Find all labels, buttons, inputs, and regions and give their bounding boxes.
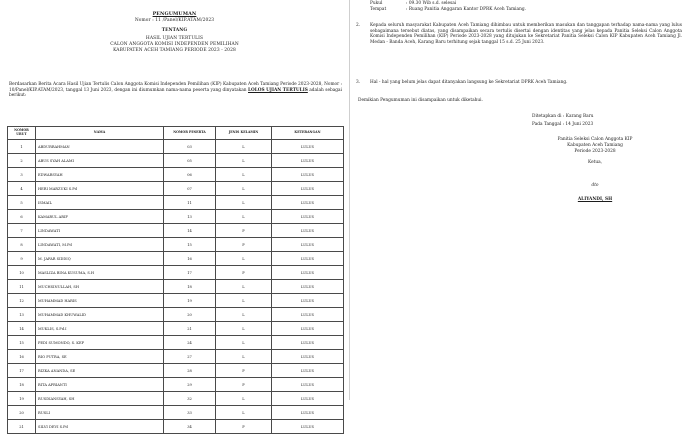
cell-nama: MUHAMMAD KHUWALID	[36, 308, 164, 322]
cell-nomor-peserta: 28	[164, 364, 216, 378]
table-row	[8, 322, 344, 336]
cell-keterangan: LULUS	[272, 210, 344, 224]
cell-nomor-urut: 14	[8, 322, 36, 336]
cell-nomor-peserta: 16	[164, 252, 216, 266]
item-3-number: 3.	[356, 80, 361, 85]
table-row	[8, 406, 344, 420]
cell-nama: KAMARUL ARIF	[36, 210, 164, 224]
cell-keterangan: LULUS	[272, 294, 344, 308]
right-page	[350, 0, 700, 400]
doc-number: Nomor : 11 /Panel/KIP.ATAM/2023	[134, 18, 215, 23]
cell-nomor-peserta: 34	[164, 420, 216, 434]
cell-jenis-kelamin: L	[216, 336, 272, 350]
cell-nama: RITA APRIANTI	[36, 378, 164, 392]
table-row	[8, 238, 344, 252]
col-nomor-urut: NOMOR URUT	[8, 127, 36, 140]
cell-nomor-peserta: 07	[164, 182, 216, 196]
panitia-line-1: Panitia Seleksi Calon Anggota KIP	[557, 137, 633, 142]
table-row	[8, 392, 344, 406]
table-row	[8, 182, 344, 196]
cell-nama: MASLIZA BINA KUSUMA, S.H	[36, 266, 164, 280]
cell-nomor-urut: 18	[8, 378, 36, 392]
cell-nama: ISMAIL	[36, 196, 164, 210]
cell-nomor-peserta: 29	[164, 378, 216, 392]
cell-nama: RIO PUTRA, SE	[36, 350, 164, 364]
cell-jenis-kelamin: P	[216, 224, 272, 238]
cell-nomor-urut: 4	[8, 182, 36, 196]
cell-jenis-kelamin: L	[216, 294, 272, 308]
cell-nomor-peserta: 05	[164, 154, 216, 168]
col-nama: NAMA	[36, 127, 164, 140]
cell-keterangan: LULUS	[272, 168, 344, 182]
table-header-row	[8, 127, 344, 140]
cell-keterangan: LULUS	[272, 364, 344, 378]
cell-nama: PEDI SUMONDO, S. KEP	[36, 336, 164, 350]
cell-nomor-urut: 1	[8, 140, 36, 154]
table-row	[8, 154, 344, 168]
table-row	[8, 280, 344, 294]
ketua-label: Ketua,	[587, 160, 603, 165]
cell-nomor-urut: 3	[8, 168, 36, 182]
cell-nomor-peserta: 13	[164, 210, 216, 224]
table-row	[8, 210, 344, 224]
tanggal-line: Pada Tanggal : 14 Juni 2023	[532, 122, 594, 127]
cell-nama: ABDURRAHMAN	[36, 140, 164, 154]
cell-keterangan: LULUS	[272, 322, 344, 336]
cell-jenis-kelamin: P	[216, 364, 272, 378]
cell-nomor-urut: 19	[8, 392, 36, 406]
cell-jenis-kelamin: L	[216, 406, 272, 420]
cell-jenis-kelamin: L	[216, 308, 272, 322]
cell-nomor-peserta: 21	[164, 322, 216, 336]
cell-nomor-peserta: 32	[164, 392, 216, 406]
cell-jenis-kelamin: L	[216, 350, 272, 364]
cell-nama: RUSDIANSYAH, SH	[36, 392, 164, 406]
cell-keterangan: LULUS	[272, 252, 344, 266]
intro-text: Berdasarkan Berita Acara Hasil Ujian Tertulis Calon Anggota Komisi Independen Pemilihan (KIP) Kabupaten Aceh Tamiang Periode 2023-2028, Nomor : 10/Panel/KIP.ATAM/2023, tanggal 13 Juni 2023, dengan ini diumumkan nama-nama peserta yang dinyatakan	[9, 82, 342, 93]
cell-nomor-peserta: 27	[164, 350, 216, 364]
cell-keterangan: LULUS	[272, 196, 344, 210]
cell-nama: HERI MARZUKI S.Pd	[36, 182, 164, 196]
cell-keterangan: LULUS	[272, 378, 344, 392]
cell-jenis-kelamin: L	[216, 322, 272, 336]
pukul-value: : 09.30 Wib s.d. selesai	[406, 1, 457, 6]
cell-nama: RIZKA ANANDA, SE	[36, 364, 164, 378]
cell-keterangan: LULUS	[272, 224, 344, 238]
item-2-text: Kepada seluruh masyarakat Kabupaten Aceh Tamiang dihimbau untuk memberikan masukan dan tanggapan terhadap nama-nama yang lulus sebagaimana tersebut diatas, yang disampaikan secara tertulis disertai dengan identitas yang jelas kepada Panitia Seleksi Calon Anggota Komisi Independen Pemilihan (KIP) Periode 2023-2028 yang ditujukan ke Sekretariat Panitia Seleksi Calon KIP Kabupaten Aceh Tamiang Jl. Medan - Banda Aceh, Karang Baru terhitung sejak tanggal 15 s.d. 25 Juni 2023.	[370, 23, 682, 45]
panitia-line-3: Periode 2023-2028	[574, 149, 616, 154]
cell-jenis-kelamin: L	[216, 392, 272, 406]
cell-keterangan: LULUS	[272, 420, 344, 434]
cell-keterangan: LULUS	[272, 308, 344, 322]
cell-nomor-urut: 21	[8, 420, 36, 434]
closing-sentence: Demikian Pengumuman ini disampaikan untuk diketahui.	[358, 98, 483, 103]
cell-nomor-urut: 17	[8, 364, 36, 378]
intro-paragraph	[9, 82, 342, 99]
table-row	[8, 308, 344, 322]
cell-keterangan: LULUS	[272, 182, 344, 196]
tempat-value: : Ruang Panitia Anggaran Kantor DPRK Aceh Tamiang.	[406, 7, 526, 12]
cell-keterangan: LULUS	[272, 280, 344, 294]
cell-jenis-kelamin: L	[216, 182, 272, 196]
tentang-label: TENTANG	[161, 28, 188, 33]
table-row	[8, 224, 344, 238]
col-jenis-kelamin: JENIS KELAMIN	[216, 127, 272, 140]
cell-jenis-kelamin: P	[216, 266, 272, 280]
table-row	[8, 364, 344, 378]
table-row	[8, 266, 344, 280]
cell-nomor-peserta: 14	[164, 224, 216, 238]
cell-jenis-kelamin: L	[216, 280, 272, 294]
cell-keterangan: LULUS	[272, 392, 344, 406]
cell-nomor-peserta: 15	[164, 238, 216, 252]
signature-dto: dto	[591, 183, 599, 188]
cell-keterangan: LULUS	[272, 266, 344, 280]
cell-keterangan: LULUS	[272, 350, 344, 364]
col-nomor-peserta: NOMOR PESERTA	[164, 127, 216, 140]
col-keterangan: KETERANGAN	[272, 127, 344, 140]
intro-highlight: LOLOS UJIAN TERTULIS	[248, 87, 308, 93]
tempat-label: Tempat	[370, 7, 387, 12]
cell-jenis-kelamin: L	[216, 154, 272, 168]
cell-nomor-urut: 9	[8, 252, 36, 266]
results-table	[7, 126, 344, 434]
cell-nomor-urut: 2	[8, 154, 36, 168]
cell-nomor-peserta: 24	[164, 336, 216, 350]
subject-line-3: KABUPATEN ACEH TAMIANG PERIODE 2023 - 2028	[113, 48, 236, 53]
cell-keterangan: LULUS	[272, 154, 344, 168]
doc-title: PENGUMUMAN	[152, 11, 197, 17]
cell-nama: MUCHSINULLAH, SH	[36, 280, 164, 294]
pukul-label: Pukul	[370, 1, 383, 6]
table-row	[8, 168, 344, 182]
cell-nomor-peserta: 20	[164, 308, 216, 322]
subject-line-1: HASIL UJIAN TERTULIS	[145, 36, 204, 41]
table-row	[8, 336, 344, 350]
left-page	[0, 0, 349, 429]
cell-nomor-peserta: 03	[164, 140, 216, 154]
cell-nama: RUSLI	[36, 406, 164, 420]
cell-keterangan: LULUS	[272, 140, 344, 154]
cell-keterangan: LULUS	[272, 336, 344, 350]
cell-nomor-urut: 12	[8, 294, 36, 308]
cell-jenis-kelamin: P	[216, 378, 272, 392]
item-3-text: Hal - hal yang belum jelas dapat ditanyakan langsung ke Sekretariat DPRK Aceh Tamiang.	[370, 80, 568, 85]
cell-nama: MUKLIS, S.Pd.I	[36, 322, 164, 336]
signer-name: ALIYANDI, SH	[577, 197, 613, 202]
cell-nama: MUHAMMAD HARIS	[36, 294, 164, 308]
cell-nomor-urut: 6	[8, 210, 36, 224]
cell-jenis-kelamin: P	[216, 238, 272, 252]
cell-nomor-urut: 13	[8, 308, 36, 322]
cell-jenis-kelamin: L	[216, 140, 272, 154]
cell-nomor-peserta: 17	[164, 266, 216, 280]
cell-nama: SILVI DEVI S.Pd	[36, 420, 164, 434]
cell-nomor-urut: 8	[8, 238, 36, 252]
ditetapkan-line: Ditetapkan di : Karang Baru	[532, 114, 594, 119]
table-row	[8, 378, 344, 392]
table-row	[8, 140, 344, 154]
subject-line-2: CALON ANGGOTA KOMISI INDEPENDEN PEMILIHAN	[110, 42, 239, 47]
cell-nomor-urut: 7	[8, 224, 36, 238]
panitia-line-2: Kabupaten Aceh Tamiang	[567, 143, 623, 148]
cell-nomor-peserta: 18	[164, 280, 216, 294]
cell-jenis-kelamin: L	[216, 196, 272, 210]
cell-nomor-urut: 15	[8, 336, 36, 350]
cell-nama: ABUS SYAH ALAMI	[36, 154, 164, 168]
cell-nomor-urut: 20	[8, 406, 36, 420]
cell-nomor-urut: 10	[8, 266, 36, 280]
table-row	[8, 196, 344, 210]
cell-jenis-kelamin: L	[216, 210, 272, 224]
cell-nomor-urut: 16	[8, 350, 36, 364]
cell-keterangan: LULUS	[272, 406, 344, 420]
intro-text-end: adalah sebagai berikut:	[9, 87, 342, 99]
cell-nama: LINDAWATI, M.Pd	[36, 238, 164, 252]
cell-nama: LINDAWATI	[36, 224, 164, 238]
cell-keterangan: LULUS	[272, 238, 344, 252]
table-row	[8, 350, 344, 364]
cell-nama: EDWARSYAH	[36, 168, 164, 182]
table-row	[8, 252, 344, 266]
cell-jenis-kelamin: P	[216, 420, 272, 434]
cell-nama: M. JAFAR SIDDIQ	[36, 252, 164, 266]
cell-nomor-peserta: 11	[164, 196, 216, 210]
cell-nomor-peserta: 19	[164, 294, 216, 308]
table-row	[8, 420, 344, 434]
cell-nomor-peserta: 06	[164, 168, 216, 182]
cell-jenis-kelamin: L	[216, 168, 272, 182]
cell-nomor-peserta: 33	[164, 406, 216, 420]
cell-nomor-urut: 5	[8, 196, 36, 210]
cell-jenis-kelamin: L	[216, 252, 272, 266]
item-2-number: 2.	[356, 23, 361, 28]
cell-nomor-urut: 11	[8, 280, 36, 294]
table-row	[8, 294, 344, 308]
